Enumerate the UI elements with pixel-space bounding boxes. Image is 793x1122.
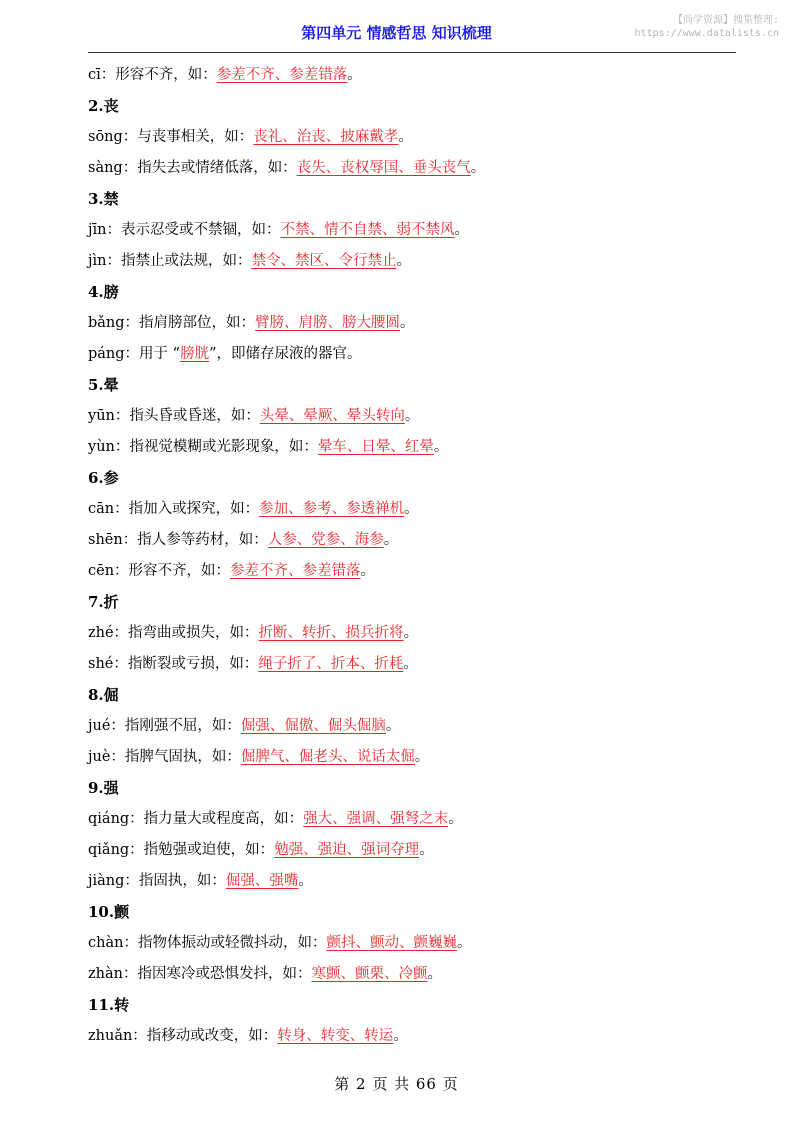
pronunciation-entry	[88, 1021, 748, 1052]
entry-punctuation: 。	[414, 749, 430, 765]
page-number: 第 2 页 共 66 页	[334, 1075, 459, 1093]
entry-examples: 寒颤、颤栗、冷颤	[311, 966, 428, 982]
entry-examples: 倔强、强嘴	[225, 873, 299, 889]
entry-definition: jīn：表示忍受或不禁锢，如：	[88, 222, 281, 238]
entry-punctuation: 。	[404, 501, 419, 517]
pronunciation-entry	[88, 711, 748, 742]
pronunciation-entry	[88, 959, 748, 990]
page-footer	[0, 1073, 793, 1094]
character-heading: 6.参	[88, 469, 119, 487]
entry-definition: jiàng：指固执，如：	[88, 873, 226, 889]
pronunciation-entry	[88, 308, 748, 339]
entry-definition: qiáng：指力量大或程度高，如：	[88, 811, 304, 827]
pronunciation-entry	[88, 835, 748, 866]
character-heading: 8.倔	[88, 686, 119, 704]
entry-punctuation: 。	[385, 718, 401, 734]
entry-definition: qiǎng：指勉强或迫使，如：	[88, 842, 275, 858]
pronunciation-entry	[88, 215, 748, 246]
entry-definition: yùn：指视觉模糊或光影现象，如：	[88, 439, 318, 455]
entry-definition: juè：指脾气固执，如：	[88, 749, 241, 765]
entry-punctuation: 。	[470, 160, 486, 176]
pronunciation-entry	[88, 618, 748, 649]
entry-examples: 转身、转变、转运	[277, 1028, 394, 1044]
entry-punctuation: 。	[393, 1028, 408, 1044]
entry-definition: jìn：指禁止或法规，如：	[88, 253, 252, 269]
entry-punctuation: 。	[383, 532, 399, 548]
watermark-line-2: https://www.datalists.cn	[634, 28, 779, 39]
entry-definition: zhàn：指因寒冷或恐惧发抖，如：	[88, 966, 312, 982]
entry-definition: shēn：指人参等药材，如：	[88, 532, 268, 548]
document-body	[88, 60, 748, 1052]
pronunciation-entry	[88, 153, 748, 184]
entry-definition: zhuǎn：指移动或改变，如：	[88, 1028, 278, 1044]
entry-examples: 膀胱	[180, 346, 210, 362]
entry-examples: 倔脾气、倔老头、说话太倔	[240, 749, 415, 765]
entry-examples: 参差不齐、参差错落	[230, 563, 361, 579]
entry-punctuation: 。	[298, 873, 313, 889]
entry-punctuation: 。	[403, 625, 419, 641]
entry-examples: 倔强、倔傲、倔头倔脑	[240, 718, 386, 734]
entry-examples: 人参、党参、海参	[267, 532, 384, 548]
pronunciation-entry	[88, 401, 748, 432]
entry-definition: shé：指断裂或亏损，如：	[88, 656, 259, 672]
entry-definition: yūn：指头昏或昏迷，如：	[88, 408, 260, 424]
entry-definition: chàn：指物体振动或轻微抖动，如：	[88, 935, 327, 951]
entry-punctuation: ”，即储存尿液的器官。	[209, 346, 362, 362]
pronunciation-entry	[88, 556, 748, 587]
entry-punctuation: 。	[433, 439, 449, 455]
entry-definition: jué：指刚强不屈，如：	[88, 718, 241, 734]
entry-punctuation: 。	[360, 563, 376, 579]
entry-punctuation: 。	[398, 129, 413, 145]
entry-punctuation: 。	[419, 842, 434, 858]
entry-examples: 绳子折了、折本、折耗	[258, 656, 404, 672]
pronunciation-entry	[88, 60, 748, 91]
entry-definition: cān：指加入或探究，如：	[88, 501, 260, 517]
pronunciation-entry	[88, 804, 748, 835]
entry-examples: 颤抖、颤动、颤巍巍	[326, 935, 457, 951]
character-heading: 11.转	[88, 996, 130, 1014]
entry-definition: cēn：形容不齐，如：	[88, 563, 231, 579]
entry-examples: 强大、强调、强弩之末	[303, 811, 449, 827]
entry-punctuation: 。	[396, 253, 411, 269]
entry-examples: 禁令、禁区、令行禁止	[251, 253, 397, 269]
pronunciation-entry	[88, 928, 748, 959]
entry-punctuation: 。	[427, 966, 442, 982]
pronunciation-entry	[88, 494, 748, 525]
entry-definition: bǎng：指肩膀部位，如：	[88, 315, 256, 331]
watermark-line-1: 【尚学资源】搜集整理:	[672, 15, 779, 26]
entry-punctuation: 。	[347, 67, 362, 83]
character-heading: 4.膀	[88, 283, 119, 301]
entry-definition: cī：形容不齐，如：	[88, 67, 217, 83]
entry-examples: 丧失、丧权辱国、垂头丧气	[296, 160, 471, 176]
entry-punctuation: 。	[448, 811, 463, 827]
entry-examples: 晕车、日晕、红晕	[317, 439, 434, 455]
entry-examples: 臂膀、肩膀、膀大腰圆	[255, 315, 401, 331]
entry-definition: sōng：与丧事相关，如：	[88, 129, 254, 145]
entry-examples: 参加、参考、参透禅机	[259, 501, 405, 517]
pronunciation-entry	[88, 649, 748, 680]
entry-definition: sàng：指失去或情绪低落，如：	[88, 160, 297, 176]
entry-examples: 不禁、情不自禁、弱不禁风	[280, 222, 455, 238]
entry-punctuation: 。	[456, 935, 472, 951]
entry-examples: 勉强、强迫、强词夺理	[274, 842, 420, 858]
entry-examples: 折断、转折、损兵折将	[258, 625, 404, 641]
entry-punctuation: 。	[403, 656, 418, 672]
entry-definition: zhé：指弯曲或损失，如：	[88, 625, 259, 641]
entry-examples: 参差不齐、参差错落	[216, 67, 348, 83]
entry-punctuation: 。	[400, 315, 415, 331]
watermark	[635, 14, 780, 40]
header-divider	[88, 52, 736, 53]
pronunciation-entry	[88, 525, 748, 556]
pronunciation-entry	[88, 742, 748, 773]
entry-punctuation: 。	[404, 408, 420, 424]
entry-examples: 丧礼、治丧、披麻戴孝	[253, 129, 399, 145]
character-heading: 2.丧	[88, 97, 119, 115]
header-title: 第四单元 情感哲思 知识梳理	[301, 24, 492, 42]
pronunciation-entry	[88, 339, 748, 370]
character-heading: 7.折	[88, 593, 119, 611]
pronunciation-entry	[88, 122, 748, 153]
character-heading: 9.强	[88, 779, 119, 797]
entry-punctuation: 。	[454, 222, 469, 238]
character-heading: 5.晕	[88, 376, 119, 394]
page-header	[0, 15, 793, 44]
character-heading: 3.禁	[88, 190, 119, 208]
character-heading: 10.颤	[88, 903, 130, 921]
pronunciation-entry	[88, 866, 748, 897]
entry-definition: páng：用于 “	[88, 346, 181, 362]
pronunciation-entry	[88, 246, 748, 277]
entry-examples: 头晕、晕厥、晕头转向	[259, 408, 405, 424]
pronunciation-entry	[88, 432, 748, 463]
